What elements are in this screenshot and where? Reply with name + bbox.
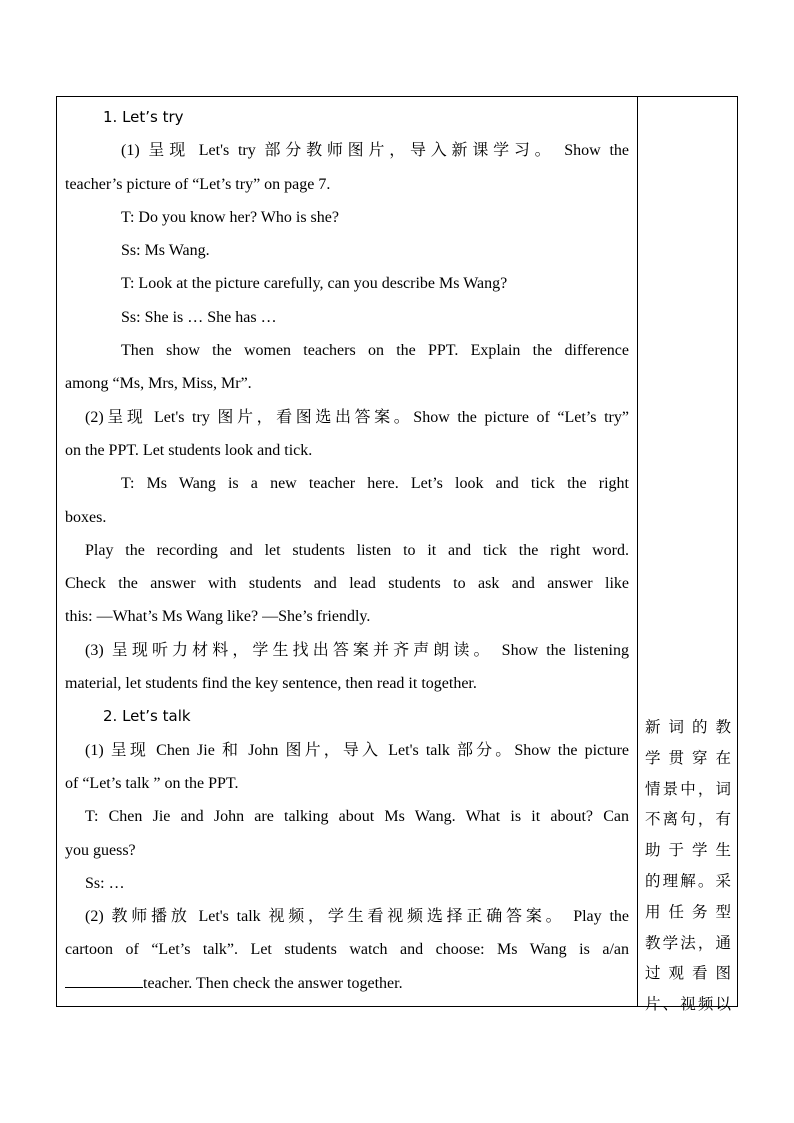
- section-heading-lets-talk: 2. Let’s talk: [103, 707, 191, 726]
- fill-in-text: teacher. Then check the answer together.: [143, 974, 403, 992]
- text-line: among “Ms, Mrs, Miss, Mr”.: [65, 375, 252, 393]
- text-line: (2) 教师播放 Let's talk 视频，学生看视频选择正确答案。 Play the: [85, 908, 629, 926]
- side-text-line: 不离句，有: [645, 810, 731, 829]
- lesson-table: [56, 96, 738, 1014]
- side-text-line: 教学法，通: [645, 933, 731, 952]
- text-line: (1) 呈现 Chen Jie 和 John 图片，导入 Let's talk 部分。Show the picture: [85, 741, 629, 759]
- text-line: (1) 呈现 Let's try 部分教师图片，导入新课学习。 Show the: [121, 142, 629, 160]
- fill-in-line: [65, 967, 629, 1000]
- dialogue-line: Ss: She is … She has …: [121, 308, 277, 326]
- text-line: of “Let’s talk ” on the PPT.: [65, 774, 239, 792]
- text-line: material, let students find the key sentence, then read it together.: [65, 675, 477, 693]
- text-line: (2)呈现 Let's try 图片，看图选出答案。Show the picture of “Let’s try”: [85, 408, 629, 426]
- text-line: this: —What’s Ms Wang like? —She’s friendly.: [65, 608, 371, 626]
- side-text-line: 的理解。采: [645, 871, 731, 890]
- dialogue-line: T: Ms Wang is a new teacher here. Let’s look and tick the right: [121, 475, 629, 493]
- section-heading-lets-try: 1. Let’s try: [103, 108, 184, 126]
- column-divider: [637, 97, 638, 1006]
- side-text-line: 助于学生: [645, 841, 731, 860]
- design-intent-cell: [645, 712, 731, 1020]
- side-text-line: 学贯穿在: [645, 748, 731, 767]
- dialogue-line: T: Look at the picture carefully, can you describe Ms Wang?: [121, 275, 508, 293]
- side-text-line: 用任务型: [645, 902, 731, 921]
- text-line: you guess?: [65, 841, 136, 859]
- dialogue-line: Ss: Ms Wang.: [121, 242, 210, 260]
- dialogue-line: T: Chen Jie and John are talking about Ms Wang. What is it about? Can: [85, 808, 629, 826]
- text-line: on the PPT. Let students look and tick.: [65, 441, 313, 459]
- text-line: teacher’s picture of “Let’s try” on page 7.: [65, 175, 331, 193]
- side-text-line: 过观看图: [645, 964, 731, 983]
- text-line: Then show the women teachers on the PPT. Explain the difference: [121, 342, 629, 360]
- text-line: boxes.: [65, 508, 107, 526]
- dialogue-line: Ss: …: [85, 874, 125, 892]
- dialogue-line: T: Do you know her? Who is she?: [121, 208, 339, 226]
- text-line: Check the answer with students and lead students to ask and answer like: [65, 575, 629, 593]
- side-text-line: 片、视频以: [645, 995, 731, 1014]
- text-line: (3) 呈现听力材料，学生找出答案并齐声朗读。 Show the listening: [85, 641, 629, 659]
- side-text-line: 新词的教: [645, 718, 731, 736]
- text-line: Play the recording and let students listen to it and tick the right word.: [85, 541, 629, 559]
- text-line: cartoon of “Let’s talk”. Let students watch and choose: Ms Wang is a/an: [65, 941, 629, 959]
- answer-blank: [65, 969, 143, 988]
- side-text-line: 情景中，词: [645, 779, 731, 798]
- teaching-procedure-cell: [65, 101, 629, 1000]
